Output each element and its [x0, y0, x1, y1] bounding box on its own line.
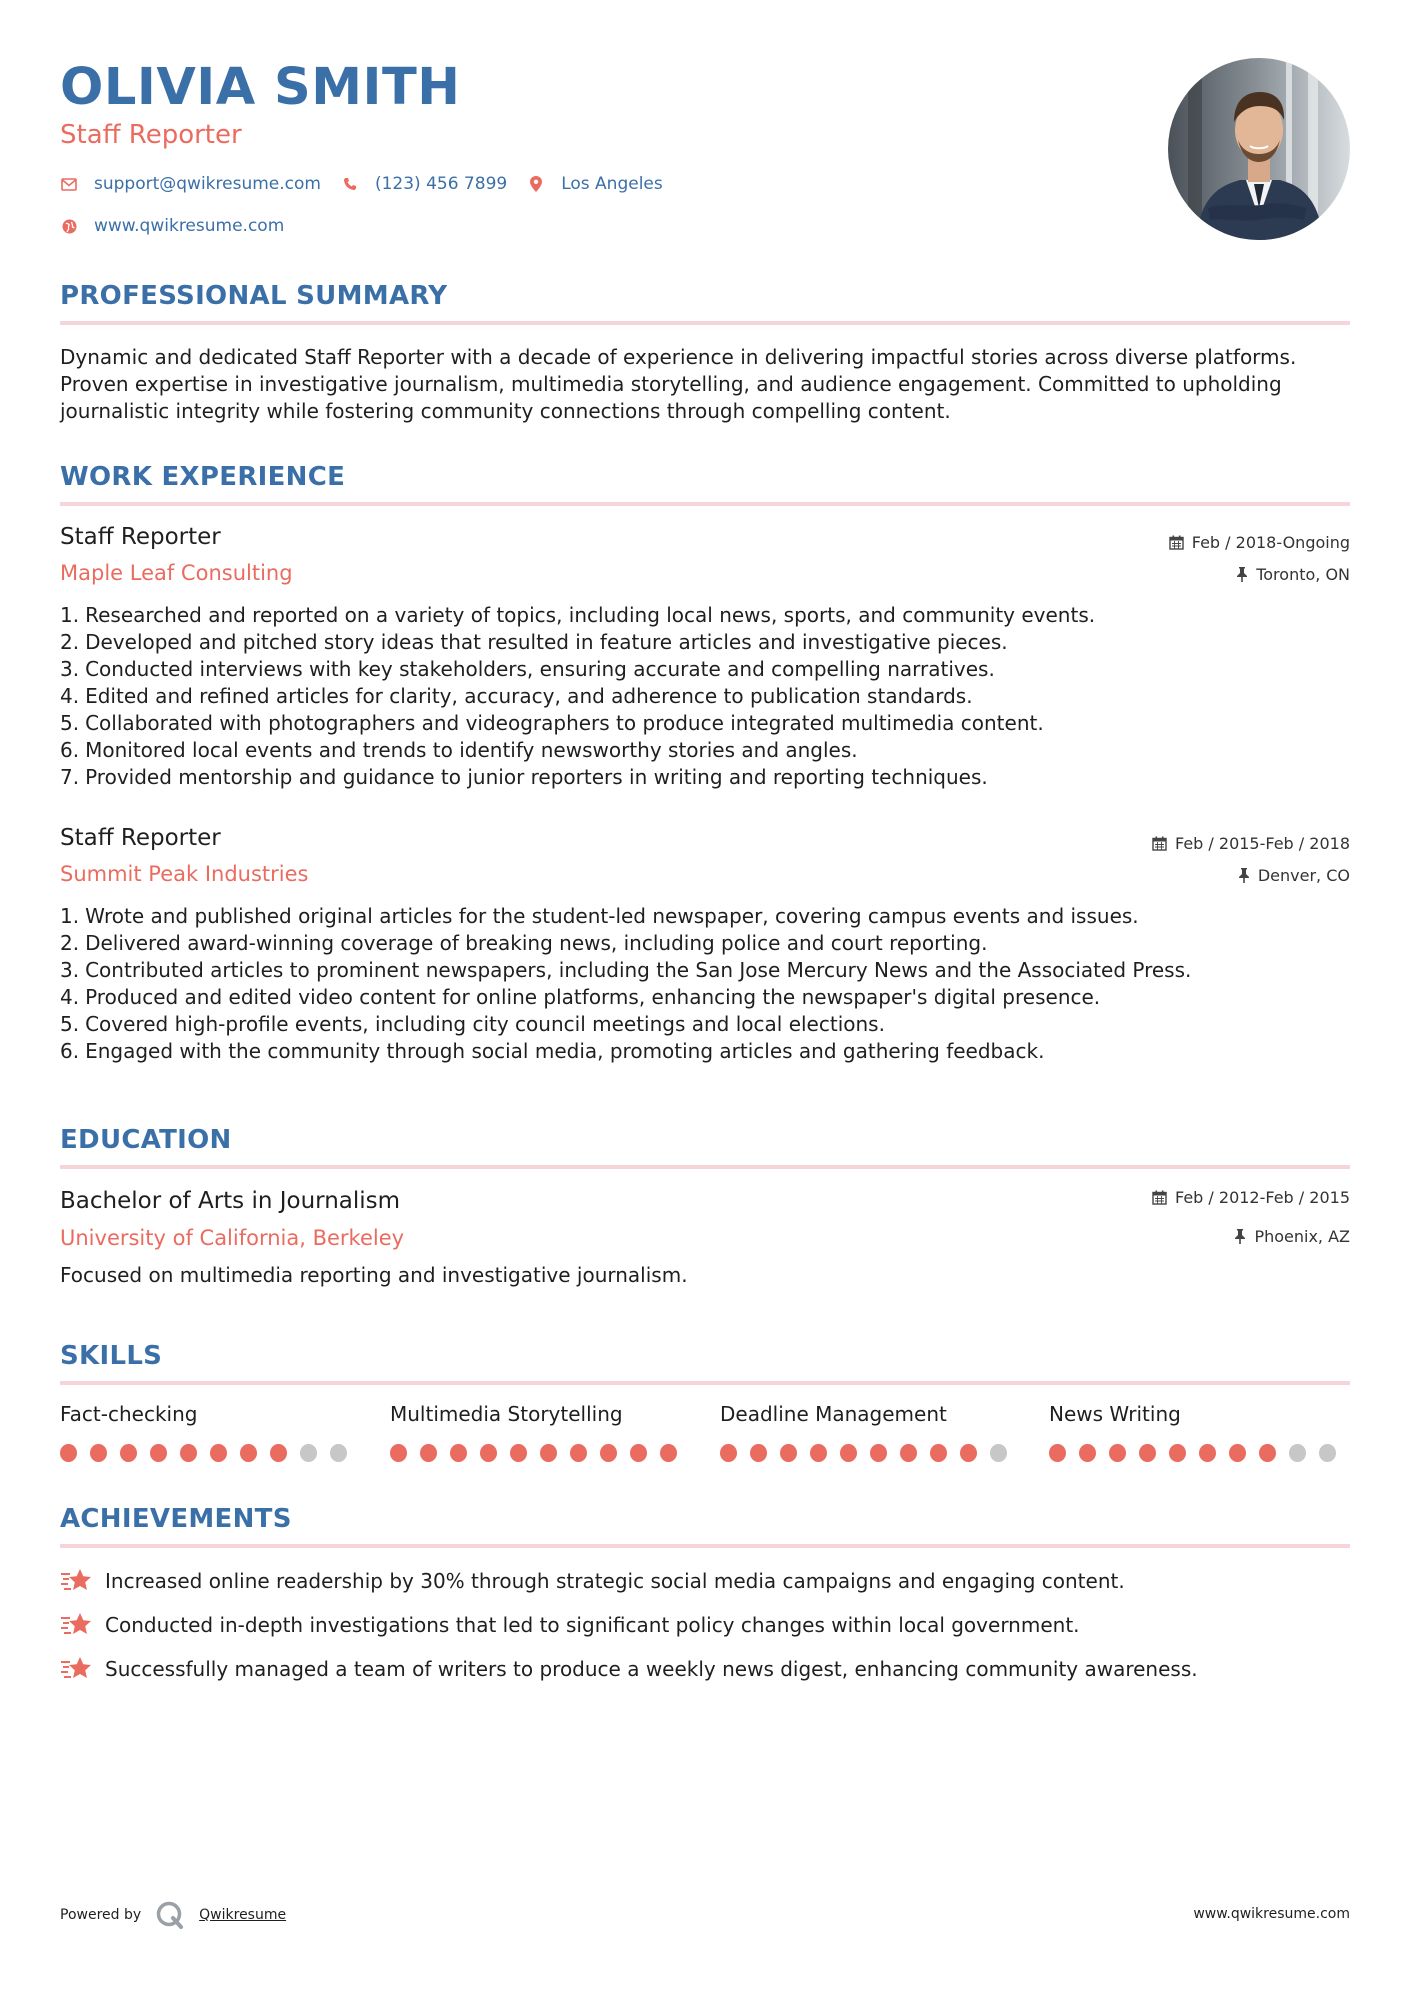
rating-dot-filled: [390, 1444, 407, 1462]
job-dates-text: Feb / 2015-Feb / 2018: [1175, 834, 1350, 853]
rating-dot-filled: [930, 1444, 947, 1462]
list-item: 2. Developed and pitched story ideas that resulted in feature articles and investigative pieces.: [60, 630, 1008, 654]
pushpin-icon: [1236, 567, 1248, 582]
email-link[interactable]: support@qwikresume.com: [94, 174, 321, 194]
pushpin-icon: [1234, 1229, 1246, 1244]
rating-dot-filled: [90, 1444, 107, 1462]
rating-dot-filled: [750, 1444, 767, 1462]
job-title: Staff Reporter: [60, 825, 221, 851]
rating-dot-filled: [120, 1444, 137, 1462]
rating-dot-filled: [810, 1444, 827, 1462]
rating-dot-filled: [900, 1444, 917, 1462]
location-text: Los Angeles: [561, 174, 663, 194]
rating-dot-filled: [960, 1444, 977, 1462]
rating-dot-filled: [270, 1444, 287, 1462]
summary-line: journalistic integrity while fostering community connections through compelling content.: [60, 399, 951, 423]
job-dates: [1169, 533, 1350, 552]
job-location-text: Toronto, ON: [1256, 565, 1350, 584]
job-location: [1238, 866, 1350, 885]
rating-dot-filled: [60, 1444, 77, 1462]
section-divider: [60, 1544, 1350, 1548]
education-location-text: Phoenix, AZ: [1254, 1227, 1350, 1246]
education-description: Focused on multimedia reporting and investigative journalism.: [60, 1263, 688, 1287]
education-dates-text: Feb / 2012-Feb / 2015: [1175, 1188, 1350, 1207]
skill-multimedia-storytelling: [390, 1402, 690, 1462]
job-dates-text: Feb / 2018-Ongoing: [1191, 533, 1350, 552]
skill-deadline-management: [720, 1402, 1020, 1462]
degree-title: Bachelor of Arts in Journalism: [60, 1188, 401, 1214]
rating-dot-empty: [1289, 1444, 1306, 1462]
star-award-icon: [60, 1566, 94, 1596]
summary-heading: PROFESSIONAL SUMMARY: [60, 281, 448, 311]
achievement-item: [60, 1610, 1080, 1640]
achievement-text: Successfully managed a team of writers to produce a weekly news digest, enhancing community awareness.: [105, 1657, 1198, 1681]
envelope-icon: [60, 175, 78, 193]
company-name: Summit Peak Industries: [60, 862, 309, 886]
qwikresume-logo-icon: [155, 1900, 185, 1930]
achievement-text: Conducted in-depth investigations that led to significant policy changes within local government.: [105, 1613, 1080, 1637]
rating-dot-filled: [240, 1444, 257, 1462]
contact-row-web: [60, 213, 304, 239]
section-divider: [60, 1381, 1350, 1385]
calendar-icon: [1152, 1190, 1167, 1205]
section-divider: [60, 1165, 1350, 1169]
calendar-icon: [1169, 535, 1184, 550]
rating-dot-filled: [420, 1444, 437, 1462]
list-item: 4. Edited and refined articles for clarity, accuracy, and adherence to publication standards.: [60, 684, 973, 708]
list-item: 6. Monitored local events and trends to identify newsworthy stories and angles.: [60, 738, 858, 762]
school-name: University of California, Berkeley: [60, 1226, 405, 1250]
rating-dot-filled: [150, 1444, 167, 1462]
job-location: [1236, 565, 1350, 584]
skill-rating: [720, 1444, 1020, 1462]
job-responsibilities: [60, 903, 1350, 1065]
rating-dot-empty: [1319, 1444, 1336, 1462]
list-item: 3. Contributed articles to prominent newspapers, including the San Jose Mercury News and the Associated Press.: [60, 958, 1192, 982]
achievement-item: [60, 1566, 1125, 1596]
star-award-icon: [60, 1610, 94, 1640]
resume-page: [60, 0, 1350, 1990]
list-item: 3. Conducted interviews with key stakeholders, ensuring accurate and compelling narratives.: [60, 657, 995, 681]
phone-number[interactable]: (123) 456 7899: [374, 174, 508, 194]
list-item: 7. Provided mentorship and guidance to junior reporters in writing and reporting techniques.: [60, 765, 988, 789]
skill-name: Deadline Management: [720, 1402, 947, 1426]
list-item: 5. Collaborated with photographers and videographers to produce integrated multimedia content.: [60, 711, 1044, 735]
rating-dot-filled: [720, 1444, 737, 1462]
rating-dot-filled: [1139, 1444, 1156, 1462]
skill-name: News Writing: [1049, 1402, 1181, 1426]
rating-dot-filled: [1049, 1444, 1066, 1462]
contact-row: [60, 171, 683, 197]
rating-dot-filled: [630, 1444, 647, 1462]
skills-heading: SKILLS: [60, 1341, 163, 1371]
achievement-text: Increased online readership by 30% through strategic social media campaigns and engaging content.: [105, 1569, 1125, 1593]
section-divider: [60, 502, 1350, 506]
star-award-icon: [60, 1654, 94, 1684]
profile-photo: [1168, 58, 1350, 240]
footer-website-link[interactable]: www.qwikresume.com: [1193, 1906, 1350, 1922]
rating-dot-filled: [480, 1444, 497, 1462]
job-responsibilities: [60, 602, 1350, 791]
phone-icon: [341, 175, 359, 193]
skill-rating: [390, 1444, 690, 1462]
skill-rating: [60, 1444, 360, 1462]
achievement-item: [60, 1654, 1198, 1684]
skill-name: Multimedia Storytelling: [390, 1402, 623, 1426]
skill-rating: [1049, 1444, 1349, 1462]
skill-news-writing: [1049, 1402, 1349, 1462]
rating-dot-filled: [570, 1444, 587, 1462]
education-dates: [1152, 1188, 1350, 1207]
rating-dot-empty: [990, 1444, 1007, 1462]
rating-dot-filled: [540, 1444, 557, 1462]
rating-dot-empty: [300, 1444, 317, 1462]
list-item: 5. Covered high-profile events, including city council meetings and local elections.: [60, 1012, 885, 1036]
summary-line: Dynamic and dedicated Staff Reporter with a decade of experience in delivering impactful stories across diverse platforms.: [60, 345, 1297, 369]
rating-dot-filled: [210, 1444, 227, 1462]
section-divider: [60, 321, 1350, 325]
footer-powered-by: [60, 1900, 286, 1930]
globe-icon: [60, 217, 78, 235]
list-item: 6. Engaged with the community through social media, promoting articles and gathering feedback.: [60, 1039, 1045, 1063]
education-location: [1234, 1227, 1350, 1246]
rating-dot-filled: [870, 1444, 887, 1462]
rating-dot-filled: [1169, 1444, 1186, 1462]
rating-dot-filled: [1109, 1444, 1126, 1462]
website-link[interactable]: www.qwikresume.com: [94, 216, 285, 236]
list-item: 1. Researched and reported on a variety of topics, including local news, sports, and community events.: [60, 603, 1096, 627]
experience-heading: WORK EXPERIENCE: [60, 462, 346, 492]
map-pin-icon: [527, 175, 545, 193]
rating-dot-filled: [450, 1444, 467, 1462]
rating-dot-filled: [510, 1444, 527, 1462]
rating-dot-filled: [1079, 1444, 1096, 1462]
list-item: 4. Produced and edited video content for online platforms, enhancing the newspaper's digital presence.: [60, 985, 1101, 1009]
achievements-heading: ACHIEVEMENTS: [60, 1504, 292, 1534]
calendar-icon: [1152, 836, 1167, 851]
rating-dot-filled: [180, 1444, 197, 1462]
job-dates: [1152, 834, 1350, 853]
rating-dot-filled: [660, 1444, 677, 1462]
company-name: Maple Leaf Consulting: [60, 561, 293, 585]
education-heading: EDUCATION: [60, 1125, 232, 1155]
list-item: 1. Wrote and published original articles for the student-led newspaper, covering campus events and issues.: [60, 904, 1139, 928]
powered-by-label: Powered by: [60, 1907, 142, 1923]
candidate-role: Staff Reporter: [60, 120, 242, 150]
summary-text: [60, 344, 1350, 425]
rating-dot-filled: [840, 1444, 857, 1462]
rating-dot-empty: [330, 1444, 347, 1462]
candidate-name: OLIVIA SMITH: [60, 58, 461, 117]
brand-link[interactable]: Qwikresume: [199, 1907, 287, 1923]
rating-dot-filled: [600, 1444, 617, 1462]
job-location-text: Denver, CO: [1257, 866, 1350, 885]
list-item: 2. Delivered award-winning coverage of breaking news, including police and court reporting.: [60, 931, 988, 955]
job-title: Staff Reporter: [60, 524, 221, 550]
pushpin-icon: [1238, 868, 1250, 883]
skill-fact-checking: [60, 1402, 360, 1462]
rating-dot-filled: [1259, 1444, 1276, 1462]
summary-line: Proven expertise in investigative journalism, multimedia storytelling, and audience engagement. Committed to upholding: [60, 372, 1282, 396]
rating-dot-filled: [780, 1444, 797, 1462]
rating-dot-filled: [1229, 1444, 1246, 1462]
skill-name: Fact-checking: [60, 1402, 198, 1426]
rating-dot-filled: [1199, 1444, 1216, 1462]
